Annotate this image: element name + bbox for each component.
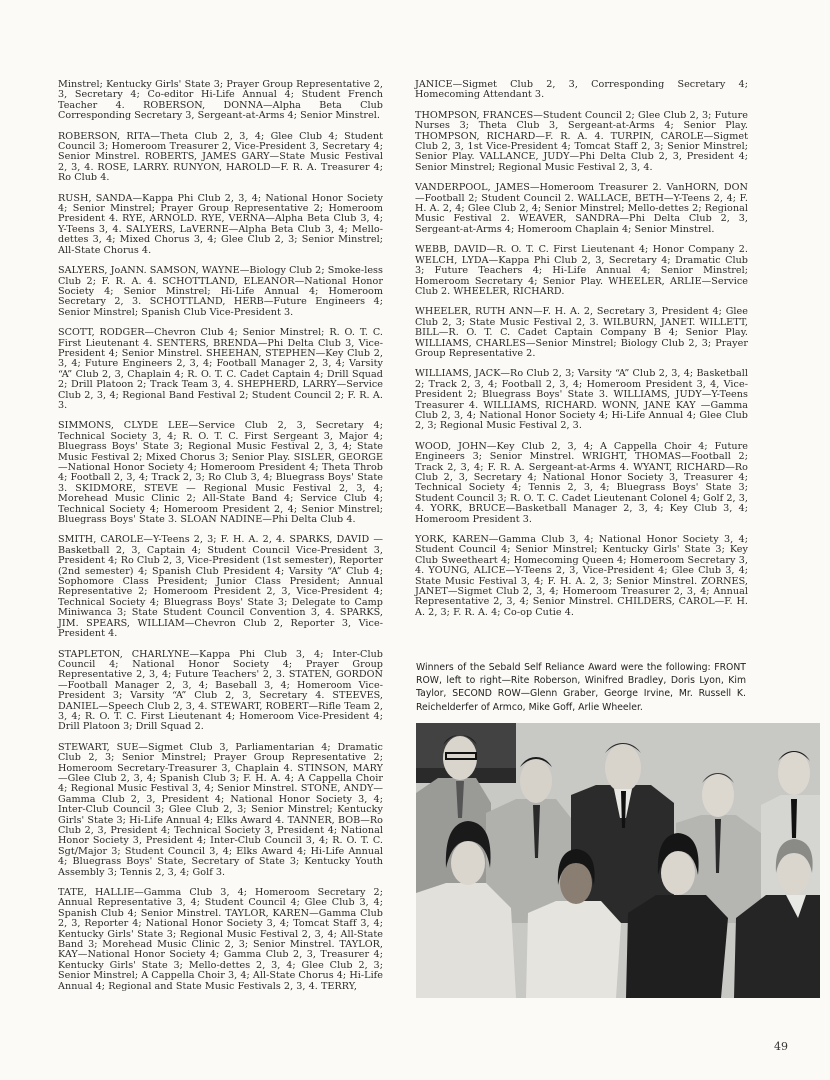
bio-paragraph: RUSH, SANDA—Kappa Phi Club 2, 3, 4; National Honor Society 4; Senior Minstrel; Prayer Group Representative 2; Homeroom President 4. RYE, ARNOLD. RYE, VERNA—Alpha Beta Club 3, 4; Y-Teens 3, 4. SALYERS, LaVERNE—Alpha Beta Club 3, 4; Mello-dettes 3, 4; Mixed Chorus 3, 4; Glee Club 2, 3; Senior Minstrel; All-State Chorus 4. (58, 192, 383, 256)
bio-paragraph: WEBB, DAVID—R. O. T. C. First Lieutenant 4; Honor Company 2. WELCH, LYDA—Kappa Phi Club 2, 3, Secretary 4; Dramatic Club 3; Future Teachers 4; Hi-Life Annual 4; Senior Minstrel; Homeroom Secretary 4; Senior Play. WHEELER, ARLIE—Service Club 2. WHEELER, RICHARD. (415, 244, 748, 297)
bio-paragraph: TATE, HALLIE—Gamma Club 3, 4; Homeroom Secretary 2; Annual Representative 3, 4; Student Council 4; Glee Club 3, 4; Spanish Club 4; Senior Minstrel. TAYLOR, KAREN—Gamma Club 2, 3, Reporter 4; National Honor Society 3, 4; Tomcat Staff 3, 4; Kentucky Girls' State 3; Regional Music Festival 2, 3, 4; All-State Band 3; Morehead Music Clinic 2, 3; Senior Minstrel. TAYLOR, KAY—National Honor Society 4; Gamma Club 2, 3, Treasurer 4; Kentucky Girls' State 3; Mello-dettes 2, 3, 4; Glee Club 2, 3; Senior Minstrel; A Cappella Choir 3, 4; All-State Chorus 4; Hi-Life Annual 4; Regional and State Music Festivals 2, 3, 4. TERRY, (58, 887, 384, 992)
bio-paragraph: THOMPSON, FRANCES—Student Council 2; Glee Club 2, 3; Future Nurses 3; Theta Club 3, Sergeant-at-Arms 4; Senior Play. THOMPSON, RICHARD—F. R. A. 4. TURPIN, CAROLE—Sigmet Club 2, 3, 1st Vice-President 4; Tomcat Staff 2, 3; Senior Minstrel; Senior Play. VALLANCE, JUDY—Phi Delta Club 2, 3, President 4; Senior Minstrel; Regional Music Festival 2, 3, 4. (415, 109, 748, 173)
bio-paragraph: ROBERSON, RITA—Theta Club 2, 3, 4; Glee Club 4; Student Council 3; Homeroom Treasurer 2, Vice-President 3, Secretary 4; Senior Minstrel. ROBERTS, JAMES GARY—State Music Festival 2, 3, 4. ROSE, LARRY. RUNYON, HAROLD—F. R. A. Treasurer 4; Ro Club 4. (58, 130, 383, 184)
bio-paragraph: SCOTT, RODGER—Chevron Club 4; Senior Minstrel; R. O. T. C. First Lieutenant 4. SENTERS, BRENDA—Phi Delta Club 3, Vice-President 4; Senior Minstrel. SHEEHAN, STEPHEN—Key Club 2, 3, 4; Future Engineers 2, 3, 4; Football Manager 2, 3, 4; Varsity “A” Club 2, 3, Chaplain 4; R. O. T. C. Cadet Captain 4; Drill Squad 2; Drill Platoon 2; Track Team 3, 4. SHEPHERD, LARRY—Service Club 2, 3, 4; Regional Band Festival 2; Student Council 2; F. R. A. 3. (58, 327, 383, 411)
photo-caption: Winners of the Sebald Self Reliance Award were the following: FRONT ROW, left to right—Rite Roberson, Winifred Bradley, Doris Lyon, Kim Taylor, SECOND ROW—Glenn Graber, George Irvine, Mr. Russell K. Reichelderfer of Armco, Mike Goff, Arlie Wheeler. (416, 662, 746, 713)
left-text-column (58, 80, 383, 1002)
bio-paragraph: STEWART, SUE—Sigmet Club 3, Parliamentarian 4; Dramatic Club 2, 3; Senior Minstrel; Prayer Group Representative 2; Homeroom Secretary-Treasurer 3, Chaplain 4. STINSON, MARY—Glee Club 2, 3, 4; Spanish Club 3; F. H. A. 4; A Cappella Choir 4; Regional Music Festival 3, 4; Senior Minstrel. STONE, ANDY—Gamma Club 2, 3, President 4; National Honor Society 3, 4; Inter-Club Council 3; Glee Club 2, 3; Senior Minstrel; Kentucky Girls' State 3; Hi-Life Annual 4; Elks Award 4. TANNER, BOB—Ro Club 2, 3, President 4; Technical Society 3, President 4; National Honor Society 3, President 4; Inter-Club Council 3, 4; R. O. T. C. Sgt/Major 3; Student Council 3, 4; Elks Award 4; Hi-Life Annual 4; Bluegrass Boys' State, Secretary of State 3; Kentucky Youth Assembly 3; Tennis 2, 3, 4; Golf 3. (58, 741, 383, 878)
bio-paragraph: SALYERS, JoANN. SAMSON, WAYNE—Biology Club 2; Smoke-less Club 2; F. R. A. 4. SCHOTTLAND, ELEANOR—National Honor Society 4; Senior Minstrel; Hi-Life Annual 4; Homeroom Secretary 2, 3. SCHOTTLAND, HERB—Future Engineers 4; Senior Minstrel; Spanish Club Vice-President 3. (58, 265, 383, 318)
bio-paragraph: SIMMONS, CLYDE LEE—Service Club 2, 3, Secretary 4; Technical Society 3, 4; R. O. T. C. First Sergeant 3, Major 4; Bluegrass Boys' State 3; Regional Music Festival 2, 3, 4; State Music Festival 2; Mixed Chorus 3; Senior Play. SISLER, GEORGE—National Honor Society 4; Homeroom President 4; Theta Throb 4; Football 2, 3, 4; Track 2, 3; Ro Club 3, 4; Bluegrass Boys' State 3. SKIDMORE, STEVE — Regional Music Festival 2, 3, 4; Morehead Music Clinic 2; All-State Band 4; Service Club 4; Technical Society 4; Homeroom President 2, 4; Senior Minstrel; Bluegrass Boys' State 3. SLOAN NADINE—Phi Delta Club 4. (58, 420, 383, 526)
bio-paragraph: WHEELER, RUTH ANN—F. H. A. 2, Secretary 3, President 4; Glee Club 2, 3; State Music Festival 2, 3. WILBURN, JANET. WILLETT, BILL—R. O. T. C. Cadet Captain Company B 4; Senior Play. WILLIAMS, CHARLES—Senior Minstrel; Biology Club 2, 3; Prayer Group Representative 2. (415, 306, 748, 359)
bio-paragraph: STAPLETON, CHARLYNE—Kappa Phi Club 3, 4; Inter-Club Council 4; National Honor Society 4; Prayer Group Representative 2, 3, 4; Future Teachers' 2, 3. STATEN, GORDON—Football Manager 2, 3, 4; Baseball 3, 4; Homeroom Vice-President 3; Varsity “A” Club 2, 3, Secretary 4. STEEVES, DANIEL—Speech Club 2, 3, 4. STEWART, ROBERT—Rifle Team 2, 3, 4; R. O. T. C. First Lieutenant 4; Homeroom Vice-President 4; Drill Platoon 3; Drill Squad 2. (58, 648, 383, 733)
bio-paragraph: SMITH, CAROLE—Y-Teens 2, 3; F. H. A. 2, 4. SPARKS, DAVID —Basketball 2, 3, Captain 4; Student Council Vice-President 3, President 4; Ro Club 2, 3, Vice-President (1st semester), Reporter (2nd semester) 4; Spanish Club President 4; Varsity “A” Club 4; Sophomore Class President; Junior Class President; Annual Representative 2; Homeroom President 2, 3, Vice-President 4; Technical Society 4; Bluegrass Boys' State 3; Delegate to Camp Miniwanca 3; State Student Council Convention 3, 4. SPARKS, JIM. SPEARS, WILLIAM—Chevron Club 2, Reporter 3, Vice-President 4. (58, 534, 383, 640)
bio-paragraph: Minstrel; Kentucky Girls' State 3; Prayer Group Representative 2, 3, Secretary 4; Co-editor Hi-Life Annual 4; Student French Teacher 4. ROBERSON, DONNA—Alpha Beta Club Corresponding Secretary 3, Sergeant-at-Arms 4; Senior Minstrel. (58, 79, 383, 122)
group-photo-illustration (416, 723, 820, 998)
group-photo (416, 723, 820, 998)
right-text-column (415, 80, 748, 628)
bio-paragraph: WILLIAMS, JACK—Ro Club 2, 3; Varsity “A” Club 2, 3, 4; Basketball 2; Track 2, 3, 4; Football 2, 3, 4; Homeroom President 3, 4, Vice-President 2; Bluegrass Boys' State 3. WILLIAMS, JUDY—Y-Teens Treasurer 4. WILLIAMS, RICHARD. WONN, JANE KAY —Gamma Club 2, 3, 4; National Honor Society 4; Hi-Life Annual 4; Glee Club 2, 3; Regional Music Festival 2, 3. (415, 368, 748, 432)
bio-paragraph: WOOD, JOHN—Key Club 2, 3, 4; A Cappella Choir 4; Future Engineers 3; Senior Minstrel. WRIGHT, THOMAS—Football 2; Track 2, 3, 4; F. R. A. Sergeant-at-Arms 4. WYANT, RICHARD—Ro Club 2, 3, Secretary 4; National Honor Society 3, Treasurer 4; Technical Society 4; Tennis 2, 3, 4; Bluegrass Boys' State 3; Student Council 3; R. O. T. C. Cadet Lieutenant Colonel 4; Golf 2, 3, 4. YORK, BRUCE—Basketball Manager 2, 3, 4; Key Club 3, 4; Homeroom President 3. (415, 440, 748, 525)
bio-paragraph: JANICE—Sigmet Club 2, 3, Corresponding Secretary 4; Homecoming Attendant 3. (415, 79, 748, 101)
bio-paragraph: VANDERPOOL, JAMES—Homeroom Treasurer 2. VanHORN, DON —Football 2; Student Council 2. WALLACE, BETH—Y-Teens 2, 4; F. H. A. 2, 4; Glee Club 2, 4; Senior Minstrel; Mello-dettes 2; Regional Music Festival 2. WEAVER, SANDRA—Phi Delta Club 2, 3, Sergeant-at-Arms 4; Homeroom Chaplain 4; Senior Minstrel. (415, 182, 748, 235)
page-number: 49 (774, 1040, 788, 1053)
bio-paragraph: YORK, KAREN—Gamma Club 3, 4; National Honor Society 3, 4; Student Council 4; Senior Minstrel; Kentucky Girls' State 3; Key Club Sweetheart 4; Homecoming Queen 4; Homeroom Secretary 3, 4. YOUNG, ALICE—Y-Teens 2, 3, Vice-President 4; Glee Club 3, 4; State Music Festival 3, 4; F. H. A. 2, 3; Senior Minstrel. ZORNES, JANET—Sigmet Club 2, 3, 4; Homeroom Treasurer 2, 3, 4; Annual Representative 2, 3, 4; Senior Minstrel. CHILDERS, CAROL—F. H. A. 2, 3; F. R. A. 4; Co-op Cutie 4. (415, 534, 748, 618)
